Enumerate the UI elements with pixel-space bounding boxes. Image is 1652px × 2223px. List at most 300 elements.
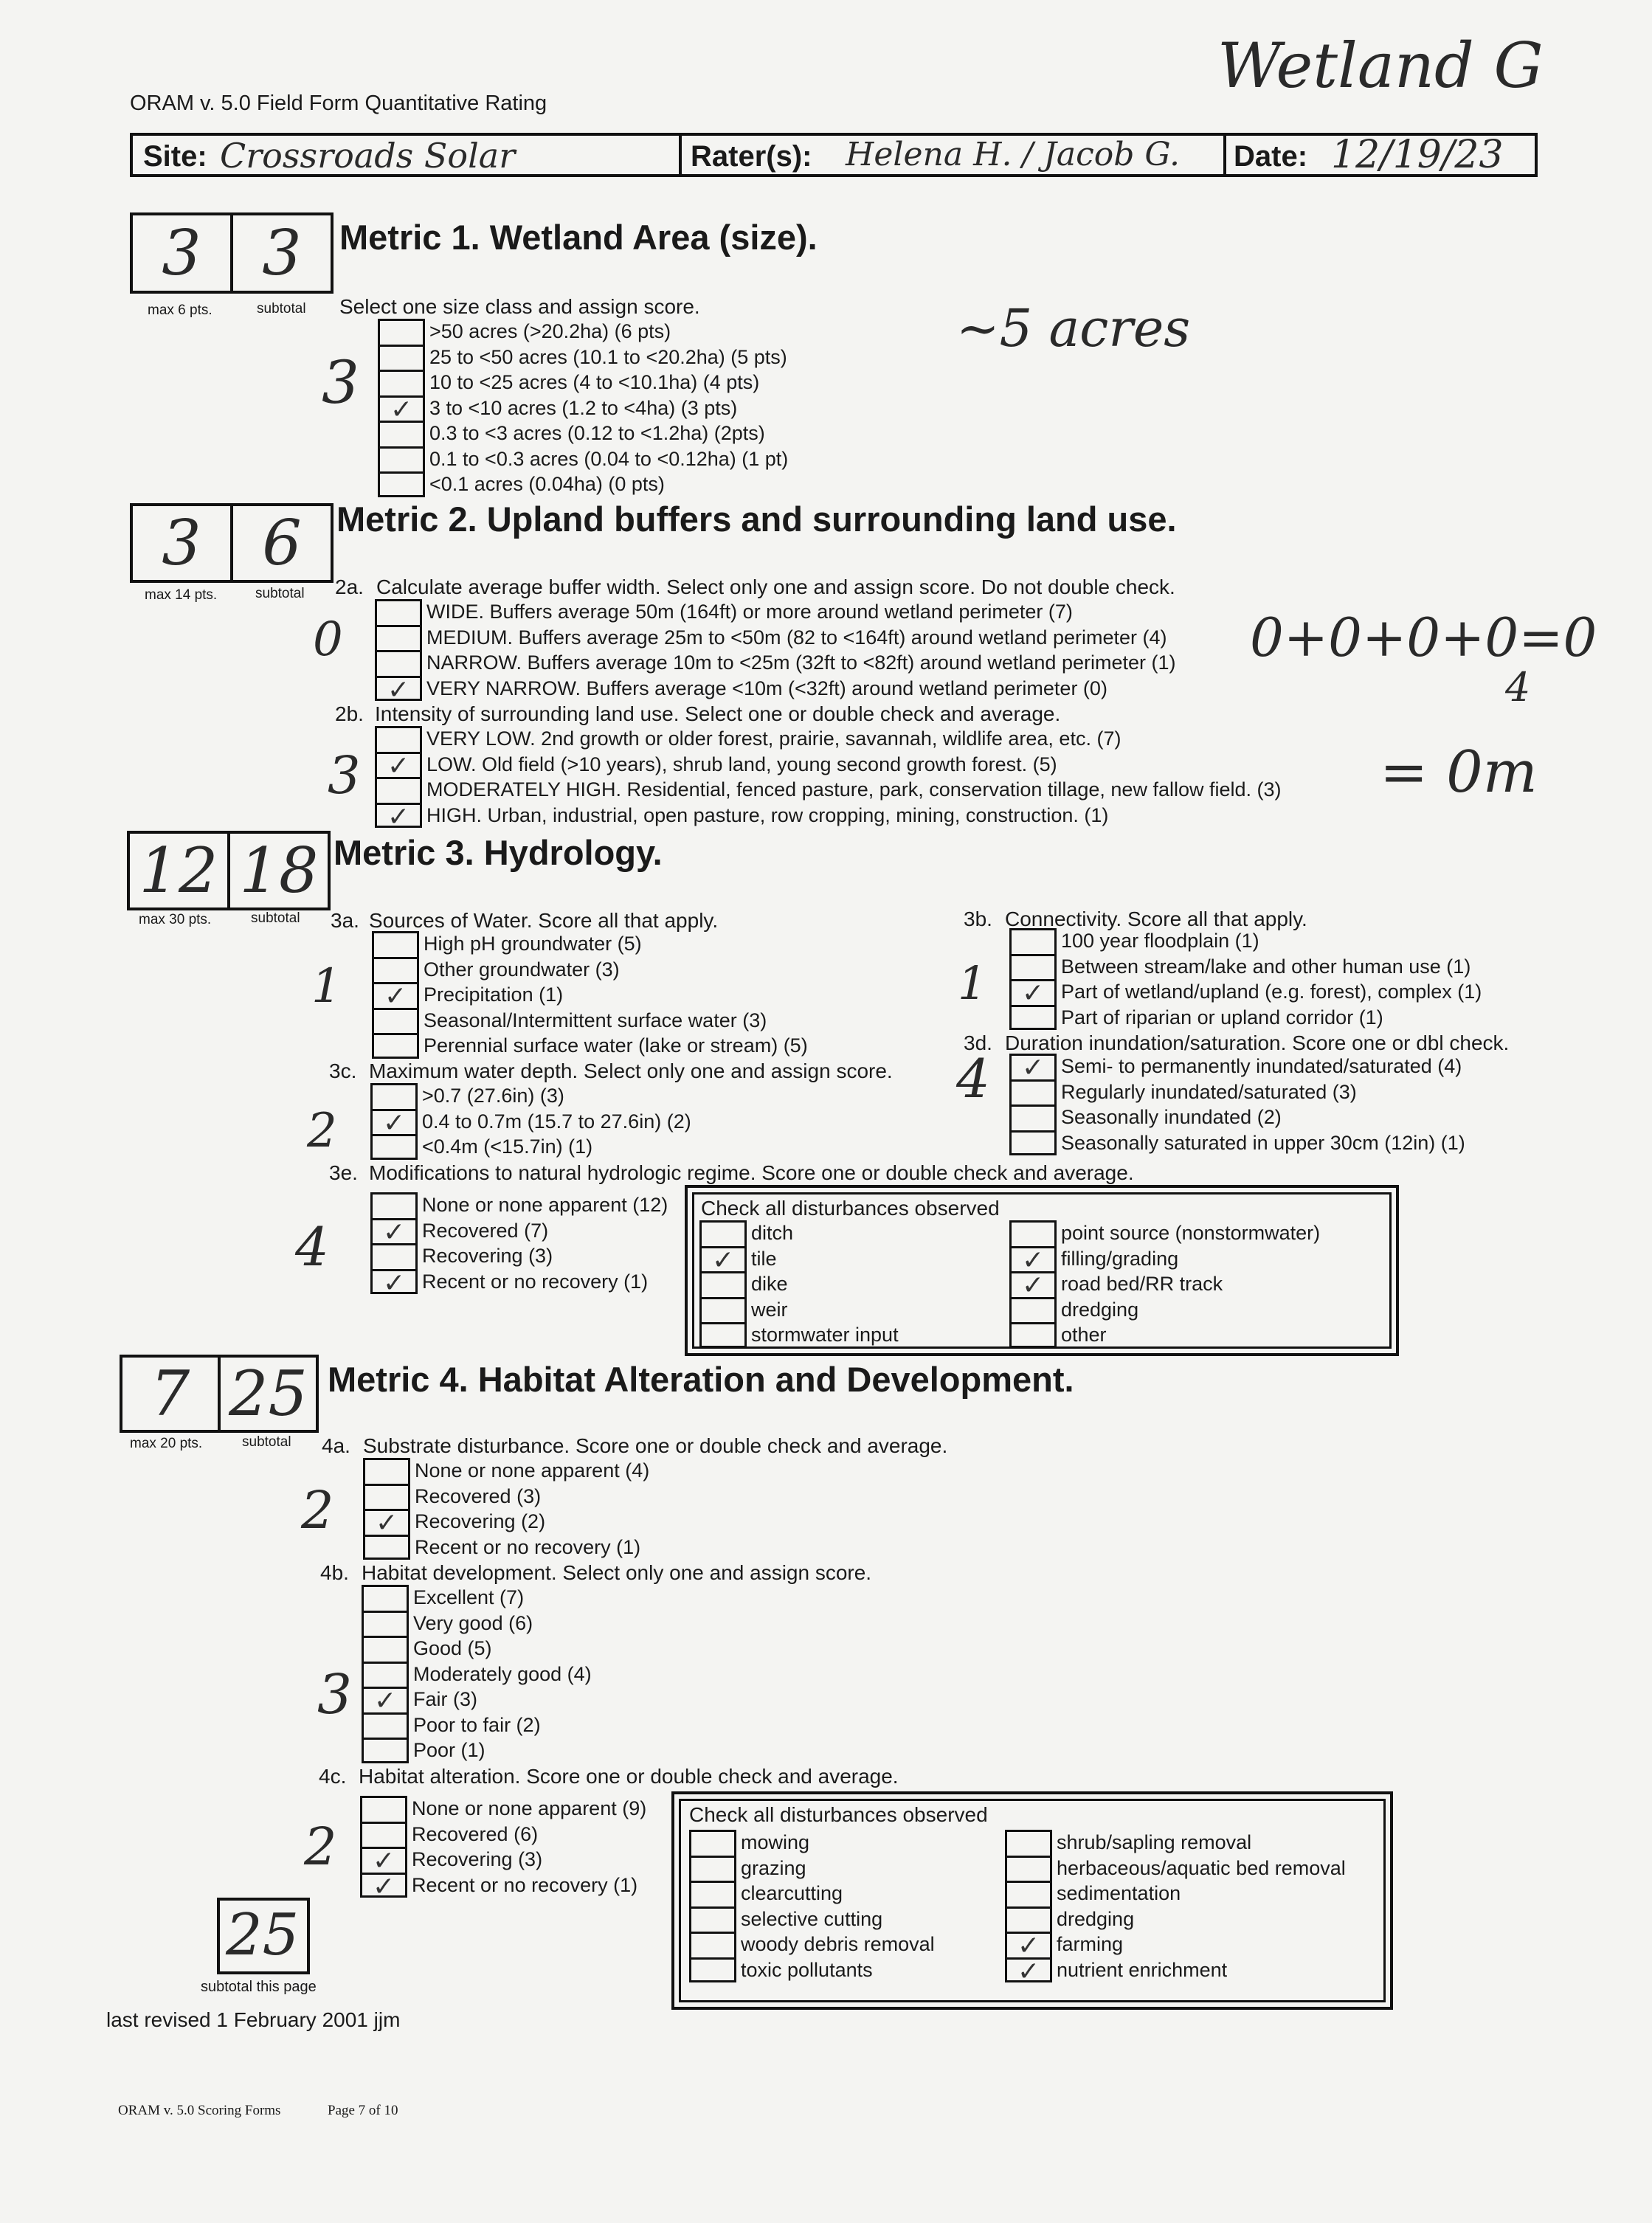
metric3b-checkbox[interactable]: [1009, 928, 1057, 954]
metric4b-checkbox[interactable]: [362, 1611, 409, 1636]
metric3b-option-label: Part of riparian or upland corridor (1): [1061, 1006, 1383, 1028]
metric3a-checkbox[interactable]: [372, 1033, 419, 1059]
metric1-option: [378, 370, 788, 395]
metric1-option: [378, 345, 788, 370]
metric3-title: Metric 3. Hydrology.: [333, 833, 663, 872]
metric3-disturbance-option: [1009, 1245, 1320, 1276]
metric3-disturbance-checkbox[interactable]: [699, 1271, 747, 1297]
metric2-calc: 0+0+0+0=0: [1250, 606, 1597, 668]
metric4-disturbance-option: [689, 1957, 935, 1983]
metric4a-option-label: Recovered (3): [415, 1484, 542, 1507]
metric3c-option-label: >0.7 (27.6in) (3): [422, 1085, 564, 1107]
metric1-checkbox[interactable]: [378, 421, 425, 446]
metric4-disturbance-option-label: shrub/sapling removal: [1057, 1831, 1252, 1853]
metric4-disturbance-title: Check all disturbances observed: [689, 1803, 988, 1826]
metric3a-option-label: Other groundwater (3): [424, 958, 620, 981]
metric4-subtotal[interactable]: 25: [229, 1358, 308, 1430]
check-mark-icon: ✓: [1022, 1245, 1045, 1276]
metric3c-option-label: 0.4 to 0.7m (15.7 to 27.6in) (2): [422, 1110, 691, 1133]
metric4b-option-label: Poor to fair (2): [413, 1713, 541, 1736]
metric3e-options: [370, 1192, 668, 1299]
metric3b-number: 3b.: [964, 907, 992, 930]
metric3d-option: [1009, 1104, 1465, 1130]
metric4-scorebox: [120, 1355, 319, 1433]
date-label: Date:: [1234, 140, 1308, 173]
metric4c-option: [360, 1846, 646, 1876]
metric4a-text: Substrate disturbance. Score one or double check and average.: [363, 1434, 948, 1457]
metric3-disturbance-option-label: ditch: [751, 1222, 794, 1244]
metric2-subtotal-label: subtotal: [255, 586, 305, 601]
metric3b-text: Connectivity. Score all that apply.: [1005, 907, 1307, 930]
page-subtotal-box[interactable]: [217, 1898, 310, 1974]
metric3e-option: [370, 1217, 668, 1248]
metric1-checkbox[interactable]: [378, 471, 425, 497]
metric2-title: Metric 2. Upland buffers and surrounding land use.: [336, 499, 1177, 539]
metric1-option: [378, 471, 788, 497]
date-value: 12/19/23: [1331, 133, 1504, 177]
metric4b-option: [362, 1585, 592, 1611]
metric3a-option-label: Seasonal/Intermittent surface water (3): [424, 1009, 767, 1031]
metric2b-option-label: LOW. Old field (>10 years), shrub land, young second growth forest. (5): [426, 753, 1057, 775]
metric4-disturbance-option-label: dredging: [1057, 1907, 1135, 1930]
metric1-option: [378, 446, 788, 472]
metric1-option-label: 10 to <25 acres (4 to <10.1ha) (4 pts): [429, 371, 760, 393]
metric3e-text: Modifications to natural hydrologic regime. Score one or double check and average.: [369, 1161, 1134, 1184]
metric4-subtotal-label: subtotal: [242, 1434, 291, 1450]
metric3-disturbance-option-label: dike: [751, 1273, 788, 1295]
metric4-disturbance-option-label: mowing: [741, 1831, 810, 1853]
metric3d-option-label: Seasonally inundated (2): [1061, 1106, 1282, 1128]
metric4-disturbance-checkbox[interactable]: [689, 1906, 736, 1932]
metric3b-option: [1009, 1005, 1482, 1031]
metric2b-checkbox[interactable]: [375, 726, 422, 752]
metric3-subtotal[interactable]: 18: [239, 834, 319, 907]
metric1-checkbox[interactable]: [378, 394, 425, 425]
check-mark-icon: ✓: [383, 1107, 406, 1138]
check-mark-icon: ✓: [1022, 1053, 1045, 1083]
metric3-disturbance-option: [1009, 1322, 1320, 1348]
metric3a-checkbox[interactable]: [372, 931, 419, 957]
metric2a-handscore: 0: [313, 612, 343, 667]
metric4-disturbance-checkbox[interactable]: [689, 1856, 736, 1881]
metric3-disturbance-checkbox[interactable]: [1009, 1220, 1057, 1246]
metric1-note: ~5 acres: [956, 298, 1191, 359]
metric3a-option-label: Perennial surface water (lake or stream) (5): [424, 1034, 808, 1057]
metric4b-option: [362, 1686, 592, 1716]
metric4-disturbance-option-label: nutrient enrichment: [1057, 1958, 1228, 1981]
metric3d-option-label: Seasonally saturated in upper 30cm (12in) (1): [1061, 1131, 1465, 1154]
site-field[interactable]: [133, 136, 682, 174]
wetland-label: Wetland G: [1217, 30, 1544, 102]
metric2a-option: [375, 599, 1175, 625]
page-subtotal-value: 25: [226, 1902, 300, 1968]
metric2b-option: [375, 801, 1282, 832]
metric4b-checkbox[interactable]: [362, 1585, 409, 1611]
metric2a-option-label: VERY NARROW. Buffers average <10m (<32ft) around wetland perimeter (0): [426, 677, 1107, 699]
metric3e-number: 3e.: [329, 1161, 358, 1184]
metric2a-option-label: NARROW. Buffers average 10m to <25m (32ft to <82ft) around wetland perimeter (1): [426, 651, 1176, 674]
metric3-disturbance-checkbox[interactable]: [1009, 1245, 1057, 1276]
metric1-option-label: 0.3 to <3 acres (0.12 to <1.2ha) (2pts): [429, 422, 765, 444]
metric3d-checkbox[interactable]: [1009, 1053, 1057, 1083]
metric4b-checkbox[interactable]: [362, 1738, 409, 1763]
metric3b-option-label: Between stream/lake and other human use (1): [1061, 955, 1471, 978]
metric4a-handscore: 2: [301, 1480, 334, 1541]
metric3-disturbance-option-label: road bed/RR track: [1061, 1273, 1223, 1295]
metric4-disturbance-option-label: grazing: [741, 1856, 806, 1879]
check-mark-icon: ✓: [712, 1245, 735, 1276]
metric4b-option: [362, 1636, 592, 1662]
metric2b-number: 2b.: [335, 702, 364, 725]
metric4b-options: [362, 1585, 592, 1763]
metric4a-checkbox[interactable]: [363, 1484, 410, 1510]
metric3c-option: [370, 1134, 691, 1160]
metric2b-option-label: VERY LOW. 2nd growth or older forest, prairie, savannah, wildlife area, etc. (7): [426, 727, 1122, 750]
metric3a-option-label: Precipitation (1): [424, 983, 564, 1006]
metric4-disturbance-checkbox[interactable]: [689, 1957, 736, 1983]
check-mark-icon: ✓: [390, 394, 413, 425]
metric3a-option-label: High pH groundwater (5): [424, 933, 642, 955]
metric4b-option-label: Moderately good (4): [413, 1662, 592, 1685]
metric2b-text: Intensity of surrounding land use. Select one or double check and average.: [375, 702, 1061, 725]
metric2-subtotal[interactable]: 6: [262, 507, 302, 579]
metric3-disturbance-checkbox[interactable]: [699, 1245, 747, 1276]
metric3-disturbance-checkbox[interactable]: [1009, 1297, 1057, 1323]
metric1-checkbox[interactable]: [378, 446, 425, 472]
check-mark-icon: ✓: [387, 750, 410, 781]
metric4b-option: [362, 1738, 592, 1763]
metric3d-options: [1009, 1054, 1465, 1155]
metric3-disturbance-option: [1009, 1220, 1320, 1246]
metric3c-option: [370, 1083, 691, 1109]
page-subtotal-label: subtotal this page: [201, 1979, 317, 1995]
metric3-disturbance-title: Check all disturbances observed: [701, 1197, 1000, 1220]
metric3c-checkbox[interactable]: [370, 1134, 418, 1160]
metric1-title: Metric 1. Wetland Area (size).: [339, 218, 818, 257]
metric1-checkbox[interactable]: [378, 345, 425, 370]
metric3d-number: 3d.: [964, 1031, 992, 1054]
metric3-scorebox: [127, 831, 331, 910]
metric2a-checkbox[interactable]: [375, 674, 422, 705]
form-title: ORAM v. 5.0 Field Form Quantitative Rating: [130, 91, 547, 115]
metric3-disturbance-option: [699, 1297, 899, 1323]
metric4a-option: [363, 1458, 649, 1484]
metric1-handscore: 3: [322, 348, 359, 417]
metric4-disturbance-option-label: selective cutting: [741, 1907, 883, 1930]
metric4-disturbance-box: [671, 1791, 1393, 2010]
metric4-disturbance-option-label: sedimentation: [1057, 1882, 1181, 1904]
site-value: Crossroads Solar: [220, 136, 516, 176]
metric3-disturbance-checkbox[interactable]: [699, 1322, 747, 1348]
metric1-option-label: 3 to <10 acres (1.2 to <4ha) (3 pts): [429, 396, 738, 419]
metric2b-checkbox[interactable]: [375, 750, 422, 781]
metric2a-option-label: MEDIUM. Buffers average 25m to <50m (82 to <164ft) around wetland perimeter (4): [426, 626, 1167, 649]
rater-value: Helena H. / Jacob G.: [846, 136, 1180, 173]
metric3d-text: Duration inundation/saturation. Score one or dbl check.: [1005, 1031, 1510, 1054]
metric4b-checkbox[interactable]: [362, 1712, 409, 1738]
check-mark-icon: ✓: [387, 674, 410, 705]
metric2a-checkbox[interactable]: [375, 625, 422, 651]
metric4c-checkbox[interactable]: [360, 1796, 407, 1822]
date-field[interactable]: [1226, 133, 1535, 177]
metric4-disturbance-checkbox[interactable]: [689, 1830, 736, 1856]
metric3-disturbance-option: [699, 1245, 899, 1276]
metric4-disturbance-checkbox[interactable]: [1005, 1881, 1052, 1906]
metric3d-checkbox[interactable]: [1009, 1104, 1057, 1130]
metric3d-option-label: Semi- to permanently inundated/saturated (4): [1061, 1055, 1462, 1077]
metric3a-number: 3a.: [331, 909, 359, 932]
metric4-disturbance-checkbox[interactable]: [689, 1932, 736, 1957]
check-mark-icon: ✓: [383, 1217, 406, 1248]
metric1-option-label: >50 acres (>20.2ha) (6 pts): [429, 320, 671, 342]
rater-label: Rater(s):: [691, 140, 812, 173]
metric3b-option: [1009, 978, 1482, 1009]
metric4c-option: [360, 1822, 646, 1847]
metric2b-handscore: 3: [328, 745, 361, 806]
metric2a-option: [375, 625, 1175, 651]
metric3-disturbance-checkbox[interactable]: [1009, 1322, 1057, 1348]
scoring-forms: ORAM v. 5.0 Scoring Forms: [118, 2103, 281, 2118]
metric3a-option: [372, 1033, 808, 1059]
metric4b-text: Habitat development. Select only one and assign score.: [362, 1561, 872, 1584]
metric4a-option-label: Recent or no recovery (1): [415, 1535, 641, 1558]
metric4-disturbance-option: [1005, 1931, 1346, 1961]
metric4-disturbance-option: [1005, 1881, 1346, 1906]
metric2b-options: [375, 726, 1282, 832]
metric4c-text: Habitat alteration. Score one or double check and average.: [359, 1765, 899, 1788]
metric4a-checkbox[interactable]: [363, 1508, 410, 1538]
metric3-disturbance-option: [1009, 1270, 1320, 1301]
metric1-score[interactable]: 3: [133, 215, 233, 291]
metric3-disturbance-option: [699, 1322, 899, 1348]
metric3a-checkbox[interactable]: [372, 957, 419, 983]
metric3c-options: [370, 1083, 691, 1160]
metric1-max-label: max 6 pts.: [148, 302, 212, 318]
metric3a-option: [372, 981, 808, 1012]
metric4c-option-label: None or none apparent (9): [412, 1797, 647, 1819]
metric3b-option-label: 100 year floodplain (1): [1061, 930, 1259, 952]
metric3e-checkbox[interactable]: [370, 1217, 418, 1248]
metric2-calc-result: = 0m: [1380, 739, 1538, 806]
metric2a-text: Calculate average buffer width. Select only one and assign score. Do not double check.: [376, 575, 1175, 598]
metric1-subtotal[interactable]: 3: [262, 217, 302, 289]
metric3b-option: [1009, 928, 1482, 954]
metric3-disturbance-option: [699, 1220, 899, 1246]
metric4-disturbance-option: [1005, 1906, 1346, 1932]
metric4b-checkbox[interactable]: [362, 1662, 409, 1687]
metric3-disturbance-checkbox[interactable]: [699, 1220, 747, 1246]
metric3c-checkbox[interactable]: [370, 1083, 418, 1109]
metric2b-checkbox[interactable]: [375, 777, 422, 803]
metric2a-checkbox[interactable]: [375, 650, 422, 676]
metric4b-option-label: Good (5): [413, 1637, 492, 1659]
metric3a-handscore: 1: [311, 959, 342, 1014]
metric4c-option: [360, 1871, 646, 1902]
metric4-disturbance-option-label: toxic pollutants: [741, 1958, 873, 1981]
metric3b-handscore: 1: [958, 956, 987, 1010]
metric3d-checkbox[interactable]: [1009, 1079, 1057, 1105]
metric3-disturbance-option: [1009, 1297, 1320, 1323]
metric1-checkbox[interactable]: [378, 370, 425, 395]
metric4a-number: 4a.: [322, 1434, 350, 1457]
metric1-option-label: 25 to <50 acres (10.1 to <20.2ha) (5 pts): [429, 345, 787, 368]
metric4a-option-label: Recovering (2): [415, 1510, 546, 1532]
check-mark-icon: ✓: [373, 1846, 395, 1876]
metric3e-option-label: None or none apparent (12): [422, 1194, 668, 1216]
metric1-subtotal-label: subtotal: [257, 301, 306, 317]
metric4-disturbance-option-label: farming: [1057, 1933, 1124, 1955]
metric4-disturbance-right: [1005, 1830, 1346, 1987]
metric2b-option-label: HIGH. Urban, industrial, open pasture, row cropping, mining, construction. (1): [426, 803, 1109, 826]
metric1-instruction: Select one size class and assign score.: [339, 295, 700, 318]
metric4b-handscore: 3: [317, 1663, 353, 1726]
metric3-subtotal-label: subtotal: [251, 910, 300, 926]
check-mark-icon: ✓: [384, 981, 407, 1012]
metric4a-option: [363, 1508, 649, 1538]
metric4-disturbance-option: [689, 1856, 935, 1881]
metric3-disturbance-option-label: weir: [751, 1298, 788, 1321]
metric3b-checkbox[interactable]: [1009, 978, 1057, 1009]
metric3e-checkbox[interactable]: [370, 1268, 418, 1299]
metric3e-option: [370, 1192, 668, 1218]
metric4b-option: [362, 1712, 592, 1738]
metric3e-option: [370, 1243, 668, 1269]
metric4-disturbance-checkbox[interactable]: [1005, 1931, 1052, 1961]
metric3d-handscore: 4: [956, 1048, 990, 1110]
metric2-calc-divisor: 4: [1505, 664, 1531, 711]
metric4-disturbance-checkbox[interactable]: [1005, 1906, 1052, 1932]
metric3e-checkbox[interactable]: [370, 1192, 418, 1218]
metric4-disturbance-checkbox[interactable]: [689, 1881, 736, 1906]
header-row: [130, 133, 1538, 177]
metric3c-handscore: 2: [307, 1104, 337, 1158]
metric4b-checkbox[interactable]: [362, 1686, 409, 1716]
metric3c-option: [370, 1107, 691, 1138]
last-revised: last revised 1 February 2001 jjm: [106, 2008, 401, 2031]
metric3a-text: Sources of Water. Score all that apply.: [369, 909, 719, 932]
metric3b-options: [1009, 928, 1482, 1030]
metric4b-option-label: Very good (6): [413, 1611, 533, 1634]
metric3-disturbance-option-label: tile: [751, 1247, 777, 1270]
metric3a-options: [372, 931, 808, 1059]
metric3c-number: 3c.: [329, 1059, 357, 1082]
metric4-disturbance-option: [1005, 1856, 1346, 1881]
metric3-score[interactable]: 12: [130, 834, 230, 907]
site-label: Site:: [143, 140, 207, 173]
metric3e-handscore: 4: [295, 1216, 329, 1278]
metric4c-options: [360, 1796, 647, 1902]
metric4-disturbance-checkbox[interactable]: [1005, 1830, 1052, 1856]
check-mark-icon: ✓: [1017, 1931, 1040, 1961]
metric4b-number: 4b.: [320, 1561, 349, 1584]
check-mark-icon: ✓: [383, 1268, 406, 1299]
metric4a-checkbox[interactable]: [363, 1458, 410, 1484]
metric4-score[interactable]: 7: [122, 1358, 221, 1430]
metric2b-option: [375, 777, 1282, 803]
metric2a-checkbox[interactable]: [375, 599, 422, 625]
metric3-max-label: max 30 pts.: [139, 912, 212, 927]
metric4c-checkbox[interactable]: [360, 1846, 407, 1876]
metric4b-option: [362, 1611, 592, 1636]
rater-field[interactable]: [682, 136, 1226, 174]
check-mark-icon: ✓: [1017, 1956, 1040, 1987]
metric3e-option-label: Recovered (7): [422, 1219, 549, 1242]
metric4-title: Metric 4. Habitat Alteration and Development.: [328, 1360, 1074, 1399]
metric3e-option-label: Recent or no recovery (1): [422, 1270, 649, 1293]
page-number: Page 7 of 10: [328, 2103, 398, 2118]
metric3d-option: [1009, 1079, 1465, 1105]
metric3b-checkbox[interactable]: [1009, 1005, 1057, 1031]
check-mark-icon: ✓: [374, 1686, 397, 1716]
metric2-max-label: max 14 pts.: [145, 587, 218, 603]
metric3-disturbance-checkbox[interactable]: [699, 1297, 747, 1323]
metric3c-text: Maximum water depth. Select only one and assign score.: [369, 1059, 893, 1082]
metric3a-checkbox[interactable]: [372, 981, 419, 1012]
metric1-checkbox[interactable]: [378, 319, 425, 345]
metric4c-number: 4c.: [319, 1765, 347, 1788]
metric2a-number: 2a.: [335, 575, 364, 598]
metric3e-checkbox[interactable]: [370, 1243, 418, 1269]
metric3-disturbance-option-label: point source (nonstormwater): [1061, 1222, 1321, 1244]
metric3-disturbance-option-label: other: [1061, 1324, 1107, 1346]
metric2b-checkbox[interactable]: [375, 801, 422, 832]
metric3a-option: [372, 931, 808, 957]
metric1-option-label: 0.1 to <0.3 acres (0.04 to <0.12ha) (1 pt): [429, 447, 789, 470]
metric3c-checkbox[interactable]: [370, 1107, 418, 1138]
metric4-disturbance-left: [689, 1830, 935, 1982]
metric3e-option-label: Recovering (3): [422, 1245, 553, 1267]
metric4b-checkbox[interactable]: [362, 1636, 409, 1662]
metric4c-option: [360, 1796, 646, 1822]
check-mark-icon: ✓: [373, 1871, 395, 1902]
metric3-disturbance-left: [699, 1220, 899, 1348]
metric4a-checkbox[interactable]: [363, 1535, 410, 1560]
metric3d-checkbox[interactable]: [1009, 1130, 1057, 1156]
metric4-disturbance-checkbox[interactable]: [1005, 1956, 1052, 1987]
check-mark-icon: ✓: [376, 1508, 398, 1538]
metric3-disturbance-option-label: filling/grading: [1061, 1247, 1179, 1270]
metric4c-checkbox[interactable]: [360, 1822, 407, 1847]
metric4-disturbance-option: [1005, 1956, 1346, 1987]
metric2a-options: [375, 599, 1176, 705]
metric4-disturbance-option-label: clearcutting: [741, 1882, 843, 1904]
metric4-disturbance-option-label: woody debris removal: [741, 1933, 935, 1955]
metric3-disturbance-box: [685, 1185, 1399, 1356]
metric4-disturbance-option: [689, 1906, 935, 1932]
metric1-options: [378, 319, 788, 497]
metric1-option: [378, 394, 788, 425]
metric3b-option: [1009, 954, 1482, 980]
metric2-score[interactable]: 3: [133, 506, 233, 580]
metric3e-option: [370, 1268, 668, 1299]
metric2b-option: [375, 750, 1282, 781]
metric3d-option-label: Regularly inundated/saturated (3): [1061, 1080, 1357, 1103]
metric3-disturbance-checkbox[interactable]: [1009, 1270, 1057, 1301]
check-mark-icon: ✓: [1022, 1270, 1045, 1301]
metric4c-handscore: 2: [304, 1816, 337, 1877]
metric4-disturbance-checkbox[interactable]: [1005, 1856, 1052, 1881]
metric3-disturbance-option-label: stormwater input: [751, 1324, 899, 1346]
metric1-option: [378, 319, 788, 345]
metric3a-option: [372, 957, 808, 983]
metric3b-checkbox[interactable]: [1009, 954, 1057, 980]
metric3a-checkbox[interactable]: [372, 1008, 419, 1034]
metric3b-option-label: Part of wetland/upland (e.g. forest), complex (1): [1061, 981, 1482, 1003]
check-mark-icon: ✓: [1022, 978, 1045, 1009]
metric3d-option: [1009, 1053, 1465, 1083]
metric1-option: [378, 421, 788, 446]
metric4c-checkbox[interactable]: [360, 1871, 407, 1902]
